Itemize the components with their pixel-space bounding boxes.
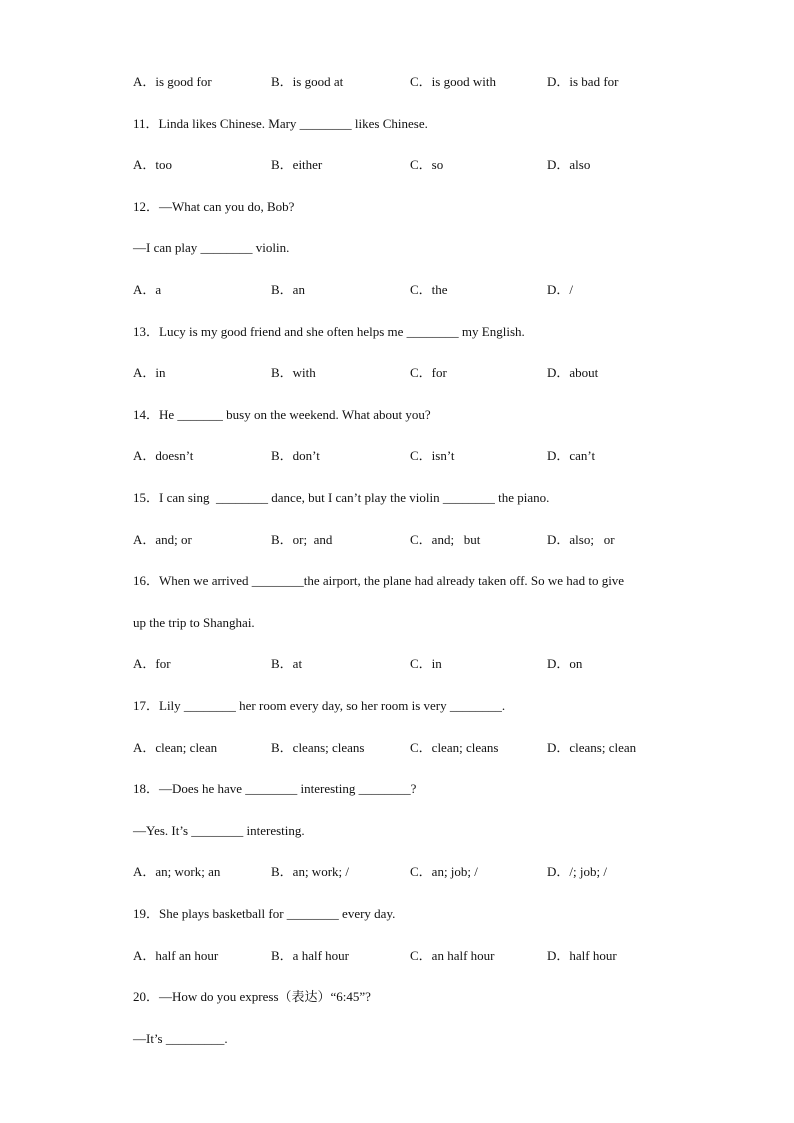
question-line: 20．—How do you express（表达）“6:45”? (133, 989, 371, 1004)
question-line: 16．When we arrived ________the airport, the plane had already taken off. So we had to give (133, 573, 625, 588)
answer-option: A．too (133, 157, 173, 172)
answer-option: B．don’t (271, 448, 320, 463)
answer-option: C．in (410, 656, 442, 671)
answer-option: C．clean; cleans (410, 740, 499, 755)
answer-option: C．isn’t (410, 448, 455, 463)
answer-option: A．doesn’t (133, 448, 194, 463)
question-line: —I can play ________ violin. (133, 240, 290, 255)
answer-option: D．/; job; / (547, 864, 607, 879)
answer-option: B．is good at (271, 74, 344, 89)
answer-option: C．for (410, 365, 447, 380)
answer-option: B．or; and (271, 532, 333, 547)
question-line: —It’s _________. (133, 1031, 228, 1046)
answer-option: D．half hour (547, 948, 617, 963)
answer-option: D．about (547, 365, 599, 380)
answer-option: C．the (410, 282, 448, 297)
answer-option: C．so (410, 157, 444, 172)
answer-option: D．also (547, 157, 591, 172)
question-line: 11．Linda likes Chinese. Mary ________ likes Chinese. (133, 116, 428, 131)
answer-option: C．and; but (410, 532, 481, 547)
question-line: 14．He _______ busy on the weekend. What about you? (133, 407, 431, 422)
answer-option: B．either (271, 157, 323, 172)
answer-option: C．is good with (410, 74, 496, 89)
answer-option: D．also; or (547, 532, 615, 547)
answer-option: A．a (133, 282, 162, 297)
answer-option: A．is good for (133, 74, 212, 89)
answer-option: A．for (133, 656, 171, 671)
question-line: up the trip to Shanghai. (133, 615, 255, 630)
answer-option: A．clean; clean (133, 740, 218, 755)
question-line: 12．—What can you do, Bob? (133, 199, 295, 214)
answer-option: D．cleans; clean (547, 740, 637, 755)
answer-option: B．an; work; / (271, 864, 349, 879)
answer-option: D．is bad for (547, 74, 619, 89)
answer-option: B．an (271, 282, 305, 297)
answer-option: B．with (271, 365, 316, 380)
question-line: 13．Lucy is my good friend and she often helps me ________ my English. (133, 324, 525, 339)
answer-option: C．an half hour (410, 948, 495, 963)
question-line: 17．Lily ________ her room every day, so her room is very ________. (133, 698, 506, 713)
question-line: 18．—Does he have ________ interesting ________? (133, 781, 417, 796)
answer-option: D．/ (547, 282, 574, 297)
answer-option: B．cleans; cleans (271, 740, 365, 755)
answer-option: B．a half hour (271, 948, 349, 963)
question-line: 15．I can sing ________ dance, but I can’t play the violin ________ the piano. (133, 490, 550, 505)
answer-option: D．can’t (547, 448, 596, 463)
answer-option: B．at (271, 656, 303, 671)
answer-option: A．and; or (133, 532, 192, 547)
answer-option: D．on (547, 656, 583, 671)
question-line: 19．She plays basketball for ________ every day. (133, 906, 396, 921)
answer-option: C．an; job; / (410, 864, 478, 879)
answer-option: A．half an hour (133, 948, 219, 963)
answer-option: A．in (133, 365, 166, 380)
answer-option: A．an; work; an (133, 864, 221, 879)
question-line: —Yes. It’s ________ interesting. (133, 823, 305, 838)
